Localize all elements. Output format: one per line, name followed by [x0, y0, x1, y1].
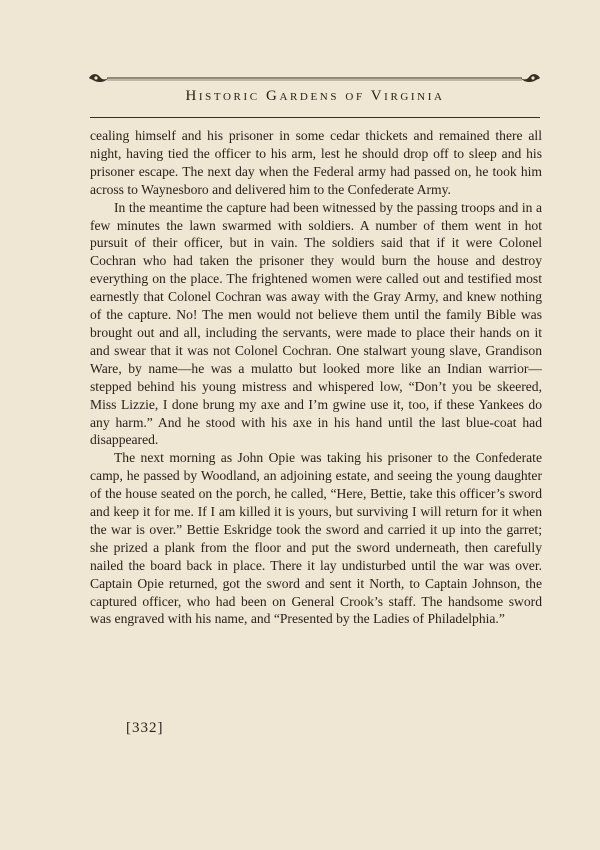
header-ornament — [87, 72, 542, 84]
paragraph-1: cealing himself and his prisoner in some cedar thickets and remained there all night, having tied the officer to his arm, lest he should drop off to sleep and his prisoner escape. The next day when the Federal army had passed on, he took him across to Waynesboro and delivered him to the Confederate Army. — [90, 128, 542, 197]
paragraph-2: In the meantime the capture had been witnessed by the passing troops and in a few minutes the lawn swarmed with soldiers. A number of them went in hot pursuit of their officer, but in vain. The soldiers said that if it were Colonel Cochran who had taken the prisoner they would burn the house and destroy everything on the place. The frightened women were called out and testified most earnestly that Colonel Cochran was away with the Gray Army, and knew nothing of the capture. No! The men would not believe them until the family Bible was brought out and all, including the servants, were made to place their hands on it and swear that it was not Colonel Cochran. One stalwart young slave, Grandison Ware, by name—he was a mulatto but looked more like an Indian warrior—stepped behind his young mistress and whispered low, “Don’t you be skeered, Miss Lizzie, I done brung my axe and I’m gwine use it, too, if these Yankees do any harm.” And he stood with his axe in his hand until the last blue-coat had disappeared. — [90, 199, 542, 448]
running-head: Historic Gardens of Virginia — [185, 88, 445, 104]
header-rule — [90, 117, 540, 118]
page-number: [332] — [126, 720, 164, 736]
paragraph-3: The next morning as John Opie was taking his prisoner to the Confederate camp, he passed by Woodland, an adjoining estate, and seeing the young daughter of the house seated on the porch, he called, “Here, Bettie, take this officer’s sword and keep it for me. If I am killed it is yours, but surviving I will return for it when the war is over.” Bettie Eskridge took the sword and carried it up into the garret; she prized a plank from the floor and put the sword underneath, then carefully nailed the board back in place. There it lay undisturbed until the war was over. Captain Opie returned, got the sword and sent it North, to Captain Johnson, the captured officer, who had been on General Crook’s staff. The handsome sword was engraved with his name, and “Presented by the Ladies of Philadelphia.” — [90, 450, 542, 627]
body-text — [90, 127, 542, 628]
